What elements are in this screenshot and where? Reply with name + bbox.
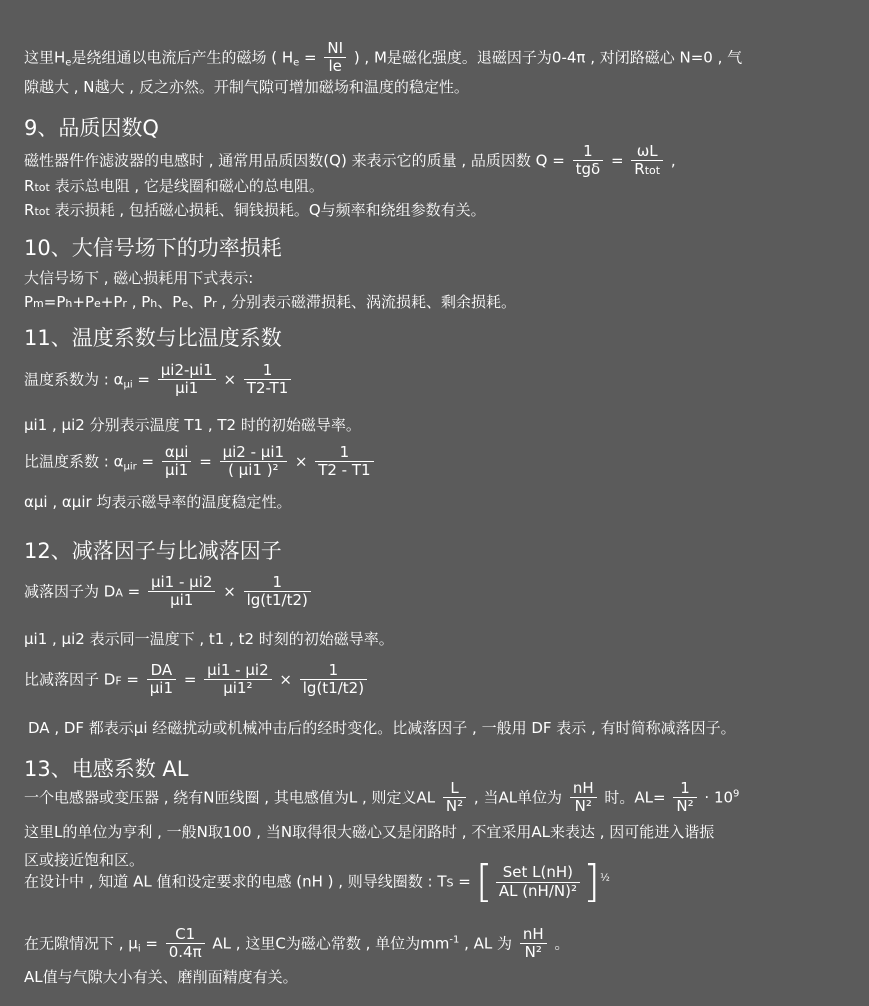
section-12-title: 12、减落因子与比减落因子 — [24, 539, 282, 563]
section-9-line-1: 磁性器件作滤波器的电感时 , 通常用品质因数(Q) 来表示它的质量 , 品质因数 Q = $\frac{1}{\text{tgδ}}$ = $\frac{\omega L}{\text{Rtot}}$ , — [24, 142, 676, 179]
relative-temperature-coefficient-formula: 比温度系数 : $\alpha_{\mu ir}$ = $\frac{\text{αμi}}{\mu i1}$ = $\frac{\mu i2 - \mu i1}{\text{( μi1 )²}}$ × $\frac{1}{T2 - T1}$ — [24, 444, 377, 480]
intro-line-1: 这里$H_e$是绕组通以电流后产生的磁场 ( $H_e$ = $\frac{NI}{le}$ ) , M是磁化强度。退磁因子为0-4π , 对闭路磁心 N=0 , 气 — [24, 39, 743, 76]
section-12-mu-line: μi1 , μi2 表示同一温度下 , t1 , t2 时刻的初始磁导率。 — [24, 630, 394, 648]
formula-ni-le: $\frac{NI}{le}$ — [324, 40, 346, 76]
turns-formula: 在设计中 , 知道 AL 值和设定要求的电感 (nH ) , 则导线圈数 : TS = [ $\frac{\text{Set L(nH)}}{\text{AL (nH/N)²}}$ ]$^{\frac{1}{2}}$ — [24, 856, 610, 907]
left-bracket-icon: [ — [475, 856, 493, 907]
section-9-line-3: Rtot 表示损耗 , 包括磁心损耗、铜钱损耗。Q与频率和绕组参数有关。 — [24, 201, 486, 219]
section-11-mu-line: μi1 , μi2 分别表示温度 T1 , T2 时的初始磁导率。 — [24, 416, 361, 434]
section-9-title: 9、品质因数Q — [24, 116, 159, 140]
section-13-title: 13、电感系数 AL — [24, 757, 189, 781]
temperature-coefficient-formula: 温度系数为 : $\alpha_{\mu i}$ = $\frac{\mu i2-\mu i1}{\mu i1}$ × $\frac{1}{T2-T1}$ — [24, 362, 294, 398]
relative-disaccommodation-factor-formula: 比减落因子 DF = $\frac{DA}{\mu i1}$ = $\frac{\mu i1 - \mu i2}{\text{μi1²}}$ × $\frac{1}{\lg(t1/t2)}$ — [24, 662, 370, 698]
intro-line-2: 隙越大 , N越大 , 反之亦然。开制气隙可增加磁场和温度的稳定性。 — [24, 78, 469, 96]
section-11-alpha-line: αμi , αμir 均表示磁导率的温度稳定性。 — [24, 493, 292, 511]
section-13-line-5: 在无隙情况下 , $\mu_i$ = $\frac{C1}{0.4\pi}$ AL , 这里C为磁心常数 , 单位为$mm^{-1}$ , AL 为 $\frac{nH}{\text{N²}}$ 。 — [24, 925, 570, 962]
right-bracket-icon: ] — [582, 856, 601, 907]
section-12-d-line: DA , DF 都表示μi 经磁扰动或机械冲击后的经时变化。比减落因子 , 一般用 DF 表示 , 有时简称减落因子。 — [28, 719, 736, 737]
section-10-title: 10、大信号场下的功率损耗 — [24, 236, 282, 260]
section-10-line-2: Pm=Ph+Pe+Pr , Ph、Pe、Pr , 分别表示磁滞损耗、涡流损耗、剩余损耗。 — [24, 293, 516, 311]
formula-q-1: $\frac{1}{\text{tgδ}}$ — [573, 143, 604, 179]
section-13-line-3: 区或接近饱和区。 — [24, 851, 145, 869]
formula-q-2: $\frac{\omega L}{\text{Rtot}}$ — [631, 143, 663, 179]
section-9-line-2: Rtot 表示总电阻 , 它是线圈和磁心的总电阻。 — [24, 177, 324, 195]
section-11-title: 11、温度系数与比温度系数 — [24, 326, 282, 350]
disaccommodation-factor-formula: 减落因子为 DA = $\frac{\mu i1 - \mu i2}{\mu i1}$ × $\frac{1}{\lg(t1/t2)}$ — [24, 574, 314, 610]
section-13-line-6: AL值与气隙大小有关、磨削面精度有关。 — [24, 968, 298, 986]
section-13-line-1: 一个电感器或变压器 , 绕有N匝线圈 , 其电感值为L , 则定义AL $\frac{L}{\text{N²}}$ , 当AL单位为 $\frac{nH}{\text{N²}}$ 时。AL= $\frac{1}{\text{N²}}$ · $10^9$ — [24, 779, 740, 816]
section-13-line-2: 这里L的单位为亨利 , 一般N取100 , 当N取得很大磁心又是闭路时 , 不宜采用AL来表达 , 因可能进入谐振 — [24, 823, 715, 841]
section-10-line-1: 大信号场下 , 磁心损耗用下式表示: — [24, 269, 254, 287]
